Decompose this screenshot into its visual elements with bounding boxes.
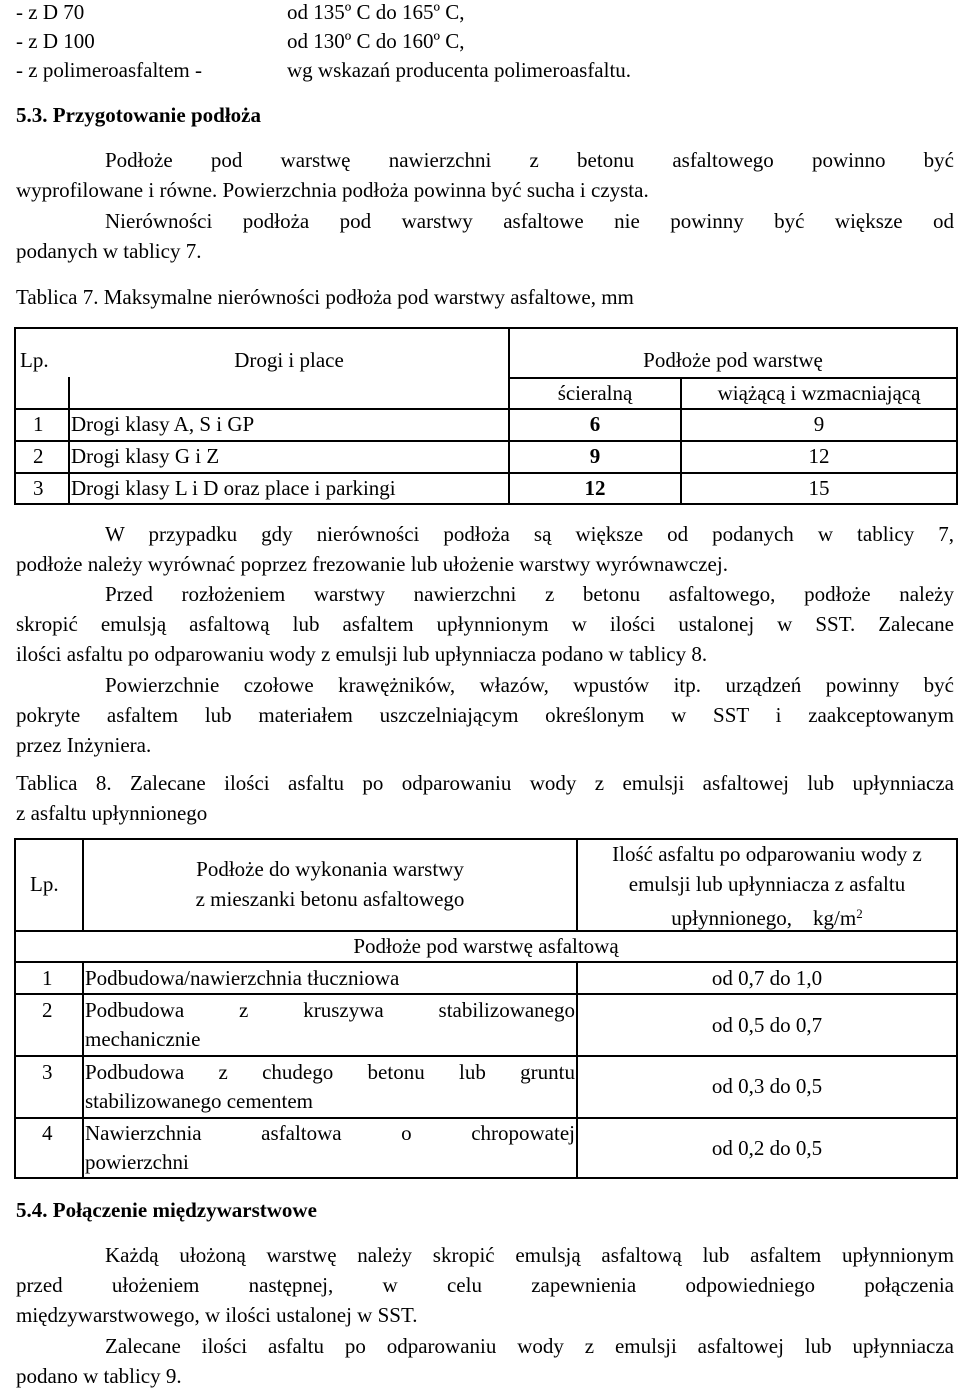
paragraph-line: podano w tablicy 9. <box>16 1364 182 1388</box>
table8-row4-lp: 4 <box>42 1121 53 1145</box>
table7-row1-bind: 9 <box>813 412 825 436</box>
table8-row1-amount: od 0,7 do 1,0 <box>711 966 823 990</box>
paragraph-line: Każdą ułożoną warstwę należy skropić emulsją asfaltową lub asfaltem upłynnionym <box>105 1243 954 1267</box>
table7-row1-lp: 1 <box>33 412 44 436</box>
paragraph-line: wyprofilowane i równe. Powierzchnia podłoża powinna być sucha i czysta. <box>16 178 649 202</box>
table8-row4-amount: od 0,2 do 0,5 <box>711 1136 823 1160</box>
table8-row1-name: Podbudowa/nawierzchnia tłuczniowa <box>85 966 400 990</box>
table7-row3-name: Drogi klasy L i D oraz place i parkingi <box>71 476 396 500</box>
table8-row2-name-line1: Podbudowa z kruszywa stabilizowanego <box>85 998 575 1022</box>
paragraph-line: W przypadku gdy nierówności podłoża są większe od podanych w tablicy 7, <box>105 522 954 546</box>
table8-header-base-line1: Podłoże do wykonania warstwy <box>196 857 464 881</box>
table8-header-amount-line2: emulsji lub upłynniacza z asfaltu <box>628 872 906 896</box>
table7-row2-bind: 12 <box>808 444 830 468</box>
paragraph-line: Podłoże pod warstwę nawierzchni z betonu asfaltowego powinno być <box>105 148 954 172</box>
table7-row2-wear: 9 <box>589 444 601 468</box>
section-heading-5-4: 5.4. Połączenie międzywarstwowe <box>16 1198 317 1222</box>
table8-row2-amount: od 0,5 do 0,7 <box>711 1013 823 1037</box>
paragraph-line: Powierzchnie czołowe krawężników, włazów, wpustów itp. urządzeń powinny być <box>105 673 954 697</box>
paragraph-line: przez Inżyniera. <box>16 733 152 757</box>
paragraph-line: pokryte asfaltem lub materiałem uszczelniającym określonym w SST i zaakceptowanym <box>16 703 954 727</box>
table8-caption-line2: z asfaltu upłynnionego <box>16 801 208 825</box>
temp-value-d100: od 130º C do 160º C, <box>287 29 465 53</box>
table8-header-amount-line3: upłynnionego, $kg/m^2$ <box>671 906 863 930</box>
paragraph-line: przed ułożeniem następnej, w celu zapewnienia odpowiedniego połączenia <box>16 1273 954 1297</box>
table7-row1-wear: 6 <box>589 412 601 436</box>
temp-label-d100: - z D 100 <box>16 29 95 53</box>
table7-header-bind: wiążącą i wzmacniającą <box>717 381 921 405</box>
paragraph-line: Nierówności podłoża pod warstwy asfaltowe nie powinny być większe od <box>105 209 954 233</box>
paragraph-line: Przed rozłożeniem warstwy nawierzchni z betonu asfaltowego, podłoże należy <box>105 582 954 606</box>
table8-row2-name-line2: mechanicznie <box>85 1027 201 1051</box>
paragraph-line: skropić emulsją asfaltową lub asfaltem upłynnionym w ilości ustalonej w SST. Zalecane <box>16 612 954 636</box>
table8-span-row: Podłoże pod warstwę asfaltową <box>353 934 619 958</box>
table8-header-base-line2: z mieszanki betonu asfaltowego <box>195 887 465 911</box>
table8-row4-name-line1: Nawierzchnia asfaltowa o chropowatej <box>85 1121 575 1145</box>
table8-row2-lp: 2 <box>42 998 53 1022</box>
table8-row4-name-line2: powierzchni <box>85 1150 189 1174</box>
table8-row3-name-line1: Podbudowa z chudego betonu lub gruntu <box>85 1060 575 1084</box>
table7-row3-bind: 15 <box>808 476 830 500</box>
temp-label-d70: - z D 70 <box>16 0 85 24</box>
paragraph-line: podanych w tablicy 7. <box>16 239 202 263</box>
table7-header-lp: Lp. <box>20 348 49 372</box>
table7-row2-lp: 2 <box>33 444 44 468</box>
table8-row3-lp: 3 <box>42 1060 53 1084</box>
table7-row3-wear: 12 <box>584 476 606 500</box>
paragraph-line: podłoże należy wyrównać poprzez frezowanie lub ułożenie warstwy wyrównawczej. <box>16 552 728 576</box>
temp-value-d70: od 135º C do 165º C, <box>287 0 465 24</box>
table8-header-lp: Lp. <box>30 872 59 896</box>
paragraph-line: Zalecane ilości asfaltu po odparowaniu wody z emulsji asfaltowej lub upłynniacza <box>105 1334 954 1358</box>
table8-caption: Tablica 8. Zalecane ilości asfaltu po odparowaniu wody z emulsji asfaltowej lub upłynniacza <box>16 771 954 795</box>
section-heading-5-3: 5.3. Przygotowanie podłoża <box>16 103 261 127</box>
table7-header-wear: ścieralną <box>557 381 633 405</box>
table7-row3-lp: 3 <box>33 476 44 500</box>
table7-row2-name: Drogi klasy G i Z <box>71 444 220 468</box>
paragraph-line: ilości asfaltu po odparowaniu wody z emulsji lub upłynniacza podano w tablicy 8. <box>16 642 708 666</box>
table8-row1-lp: 1 <box>42 966 53 990</box>
table8-row3-name-line2: stabilizowanego cementem <box>85 1089 313 1113</box>
table7-row1-name: Drogi klasy A, S i GP <box>71 412 255 436</box>
table8-row3-amount: od 0,3 do 0,5 <box>711 1074 823 1098</box>
temp-label-polymer: - z polimeroasfaltem - <box>16 58 203 82</box>
table8-header-amount-line1: Ilość asfaltu po odparowaniu wody z <box>612 842 922 866</box>
table7-header-group: Podłoże pod warstwę <box>643 348 823 372</box>
table7-caption: Tablica 7. Maksymalne nierówności podłoża pod warstwy asfaltowe, mm <box>16 285 634 309</box>
paragraph-line: międzywarstwowego, w ilości ustalonej w SST. <box>16 1303 418 1327</box>
temp-value-polymer: wg wskazań producenta polimeroasfaltu. <box>287 58 632 82</box>
table7-header-roads: Drogi i place <box>234 348 344 372</box>
